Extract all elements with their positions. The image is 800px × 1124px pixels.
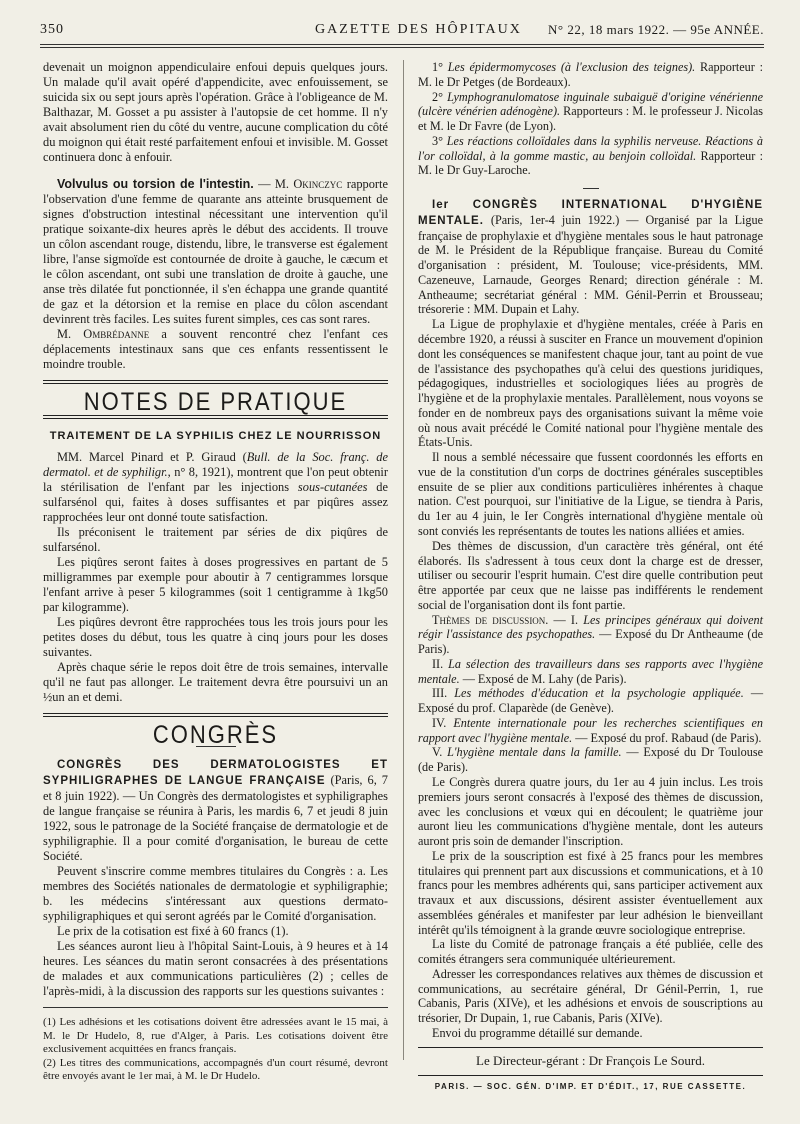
notes-paragraph-2: Ils préconisent le traitement par séries de dix piqûres de sulfarsénol. [43, 525, 388, 554]
printer-line: PARIS. — SOC. GÉN. D'IMP. ET D'ÉDIT., 17, RUE CASSETTE. [434, 1081, 747, 1091]
footnote-1: (1) Les adhésions et les cotisations doivent être adressées avant le 15 mai, à M. le Dr Hudelo, 8, rue d'Alger, à Paris. Les cotisations doivent être exclusivement acquittées en francs français. [43, 1016, 388, 1055]
ombredanne-paragraph [43, 327, 388, 372]
congres-paragraph-1: CONGRÈS DES DERMATOLOGISTES ET SYPHILIGRAPHES DE LANGUE FRANÇAISE (Paris, 6, 7 et 8 juin 1922). — Un Congrès des dermatologistes et syphiligraphes de langue française se réunira à Paris, les mardis 6, 7 et jeudi 8 juin 1922, sous le patronage de la Société française de dermatologie et de syphiligraphie. Il a pour comité d'organisation, le bureau de cette Société. [43, 759, 388, 863]
notes-section-title: NOTES DE PRATIQUE [83, 387, 348, 416]
theme-3: III. Les méthodes d'éducation et la psychologie appliquée. — Exposé du prof. Claparède (de Genève). [418, 686, 763, 716]
mental-paragraph-7: La liste du Comité de patronage français a été publiée, celle des comités étrangers sera communiquée ultérieurement. [418, 937, 763, 967]
mental-paragraph-3: Il nous a semblé nécessaire que fussent coordonnés les efforts en vue de la constitution d'un corps de doctrines générales susceptibles ensuite de se plier aux conditions particulières inhérentes à chaque nation. C'est pourquoi, sur l'initiative de la Ligue, se tiendra à Paris, du 1er au 4 juin, le Ier Congrès international d'hygiène mentale où sont conviés les représentants de toutes les nations alliées et amies. [418, 450, 763, 538]
theme-1: Thèmes de discussion. — I. Les principes généraux qui doivent régir l'assistance des psychopathes. — Exposé du Dr Antheaume (de Paris). [418, 612, 763, 657]
theme-4: IV. Entente internationale pour les recherches scientifiques en rapport avec l'hygiène mentale. — Exposé du prof. Rabaud (de Paris). [418, 715, 763, 745]
running-header [40, 22, 764, 46]
volvulus-author: M. Okinczyc [274, 177, 343, 191]
mental-paragraph-2: La Ligue de prophylaxie et d'hygiène mentales, créée à Paris en décembre 1920, a réussi à susciter en France un mouvement d'opinion dont les conséquences se manifestent chaque jour, tant au point de vue de l'assistance des psychopathes qu'à celui des questions juridiques, pédagogiques, industrielles et sociologiques liées au progrès de l'hygiène et de la prophylaxie mentales. Parallèlement, nous voyons se fonder en de nombreux pays des organisations suivant la même voie où nous avait précédé le Comité national pour l'hygiène mentale des États-Unis. [418, 317, 763, 450]
right-column [418, 60, 763, 1094]
question-3: 3° Les réactions colloïdales dans la syphilis nerveuse. Réactions à l'or colloïdal, à la gomme mastic, au benjoin colloïdal. Rapporteur : M. le Dr Guy-Laroche. [418, 133, 763, 178]
congres-heading: CONGRÈS DES DERMATOLOGISTES ET SYPHILIGRAPHES DE LANGUE FRANÇAISE [43, 759, 388, 787]
notes-paragraph-4: Les piqûres devront être rapprochées tous les trois jours pour les petites doses du début, tous les quatre à cinq jours pour les doses suivantes. [43, 615, 388, 659]
notes-paragraph-5: Après chaque série le repos doit être de trois semaines, intervalle qu'il ne faut pas allonger. Le traitement devra être poursuivi un an ½un an et demi. [43, 660, 388, 704]
themes-heading: Thèmes de discussion. [432, 612, 549, 627]
header-rule-second [40, 47, 764, 48]
appendix-paragraph: devenait un moignon appendiculaire enfoui depuis quelques jours. Un malade qu'il avait opéré d'appendicite, avec enfouissement, se suicida six ou sept jours après l'opération. Grâce à l'obligeance de M. Balthazar, M. Gosset a pu assister à l'autopsie de cet homme. Il n'y avait absolument rien du côté du ventre, aucune complication du côté du moignon qui était resté parfaitement enfoui et invisible. M. Gosset continuera donc à enfouir. [43, 60, 388, 164]
left-column [43, 60, 388, 1084]
notes-paragraph-3: Les piqûres seront faites à doses progressives en partant de 5 milligrammes par exemple pour aboutir à 7 centigrammes lorsque l'enfant arrive à peser 5 kilogrammes (soit 1 centigramme à 1kg50 par kilogramme). [43, 555, 388, 614]
journal-title: GAZETTE DES HÔPITAUX [315, 22, 522, 37]
mental-paragraph-9: Envoi du programme détaillé sur demande. [432, 1026, 643, 1040]
short-rule [583, 188, 599, 189]
ombredanne-text: a souvent rencontré chez l'enfant ces déplacements intestinaux sans que ces enfants ressentissent le moindre trouble. [43, 327, 388, 371]
director-line: Le Directeur-gérant : Dr François Le Sourd. [476, 1052, 705, 1068]
mental-paragraph-8: Adresser les correspondances relatives aux thèmes de discussion et communications, au secrétaire général, Dr Génil-Perrin, 1, rue Cabanis, Paris (XIVe), et les adhésions et envois de souscriptions au trésorier, Dr Dupain, 1, rue Cabanis, Paris (XIVe). [418, 966, 763, 1026]
volvulus-text: rapporte l'observation d'une femme de quarante ans atteinte brusquement de signes d'obstruction intestinal nécessitant une intervention qu'il pratique soixante-dix heures après le début des accidents. Il trouve un côlon ascendant rouge, distendu, libre, le transverse est également libre, l'anse sigmoïde est contournée de droite à gauche, le cæcum et le côlon ascendant, ont subi une translation de droite à gauche, une anse très dilatée fut ponctionnée, il s'en échappa une grande quantité de gaz et la détorsion et la remise en place du côlon ascendant devinrent très faciles. Les suites furent simples, ces cas sont rares. [43, 177, 388, 326]
congres-paragraph-3: Le prix de la cotisation est fixé à 60 francs (1). [57, 924, 289, 938]
footer-rule [418, 1047, 763, 1048]
issue-info: N° 22, 18 mars 1922. — 95e ANNÉE. [548, 22, 764, 37]
column-separator [403, 60, 404, 1060]
notes-subtitle: TRAITEMENT DE LA SYPHILIS CHEZ LE NOURRISSON [49, 430, 382, 442]
mental-paragraph-1: Ier CONGRÈS INTERNATIONAL D'HYGIÈNE MENTALE. (Paris, 1er-4 juin 1922.) — Organisé par la Ligue française de prophylaxie et d'hygiène mentales sous le haut patronage de M. le Président de la République française. Bureau du Comité d'organisation : président, M. Toulouse; vice-présidents, MM. Cazeneuve, Larnaude, Georges Renard; direction générale : M. Antheaume; secrétariat général : MM. Génil-Perrin et Brousseau; trésorerie : MM. Dupain et Lahy. [418, 199, 764, 317]
section-divider [43, 713, 388, 717]
mental-heading: Ier CONGRÈS INTERNATIONAL D'HYGIÈNE MENTALE. [418, 199, 763, 227]
theme-5: V. L'hygiène mentale dans la famille. — Exposé du Dr Toulouse (de Paris). [418, 745, 764, 775]
mental-paragraph-4: Des thèmes de discussion, d'un caractère très général, ont été élaborés. Ils s'adressent à tous ceux dont la charge est de dresser, utiliser ou secourir l'esprit humain. C'est dire quelle contribution peut être apportée par ceux que ne laisse pas indifférents le rendement social de l'organisation dont ils font partie. [418, 538, 763, 612]
page-number: 350 [40, 22, 64, 37]
notes-paragraph-1: MM. Marcel Pinard et P. Giraud (Bull. de la Soc. franç. de dermatol. et de syphiligr., n° 8, 1921), montrent que l'on peut obtenir la stérilisation de l'enfant par les injections sous-cutanées de sulfarsénol qui, faites à doses suffisantes et par piqûres assez rapprochées leur ont donné toute satisfaction. [43, 450, 388, 524]
section-divider [43, 380, 388, 384]
congres-paragraph-4: Les séances auront lieu à l'hôpital Saint-Louis, à 9 heures et à 14 heures. Les séances du matin seront consacrées à des présentations de malades et aux communications particulières (2) ; celles de l'après-midi, à la discussion des rapports sur les questions suivantes : [43, 939, 388, 998]
mental-paragraph-5: Le Congrès durera quatre jours, du 1er au 4 juin inclus. Les trois premiers jours seront consacrés à l'exposé des thèmes de discussion, avec les conclusions et vœux qui en découlent; le quatrième jour auront lieu les communications d'hygiène mentale, dont les auteurs auront pris soin de demander l'inscription. [418, 774, 763, 849]
congres-paragraph-2: Peuvent s'inscrire comme membres titulaires du Congrès : a. Les membres des Sociétés nationales de dermatologie et syphiligraphie; b. les médecins s'intéressant aux questions dermato-syphiligraphiques et qui seront agréés par le Comité d'organisation. [43, 864, 388, 923]
header-rule [40, 44, 764, 45]
mental-paragraph-6: Le prix de la souscription est fixé à 25 francs pour les membres titulaires qui prennent part aux discussions et communications, et à 10 francs pour les membres adhérents qui, sans participer activement aux travaux et aux discussions, désirent assister éventuellement aux assemblées générales et manifester par leur adhésion le bienveillant intérêt qu'ils témoignent à la grande œuvre sociologique entreprise. [418, 848, 763, 937]
footer-rule [418, 1075, 763, 1076]
ombredanne-name: M. Ombrédanne [57, 327, 150, 341]
volvulus-paragraph: Volvulus ou torsion de l'intestin. — M. Okinczyc rapporte l'observation d'une femme de quarante ans atteinte brusquement de signes d'obstruction intestinal nécessitant une intervention qu'il pratique soixante-dix heures après le début des accidents. Il trouve un côlon ascendant rouge, distendu, libre, le transverse est également libre, l'anse sigmoïde est contournée de droite à gauche, le cæcum et le côlon ascendant, ont subi une translation de droite à gauche, une anse très dilatée fut ponctionnée, il s'en échappa une grande quantité de gaz et la détorsion et la remise en place du côlon ascendant devinrent très faciles. Les suites furent simples, ces cas sont rares. [43, 177, 388, 326]
footnotes [43, 1007, 388, 1084]
question-2: 2° Lymphogranulomatose inguinale subaiguë d'origine vénérienne (ulcère vénérien adénogène). Rapporteurs : M. le professeur J. Nicolas et M. le Dr Favre (de Lyon). [418, 89, 763, 134]
volvulus-heading: Volvulus ou torsion de l'intestin. [57, 177, 254, 191]
question-1: 1° Les épidermomycoses (à l'exclusion des teignes). Rapporteur : M. le Dr Petges (de Bordeaux). [418, 60, 763, 89]
footnote-2: (2) Les titres des communications, accompagnés d'un court résumé, devront être envoyés avant le 1er mai, à M. le Dr Hudelo. [43, 1056, 388, 1082]
congres-section-title: CONGRÈS [152, 720, 279, 749]
theme-2: II. La sélection des travailleurs dans ses rapports avec l'hygiène mentale. — Exposé de M. Lahy (de Paris). [418, 656, 763, 686]
